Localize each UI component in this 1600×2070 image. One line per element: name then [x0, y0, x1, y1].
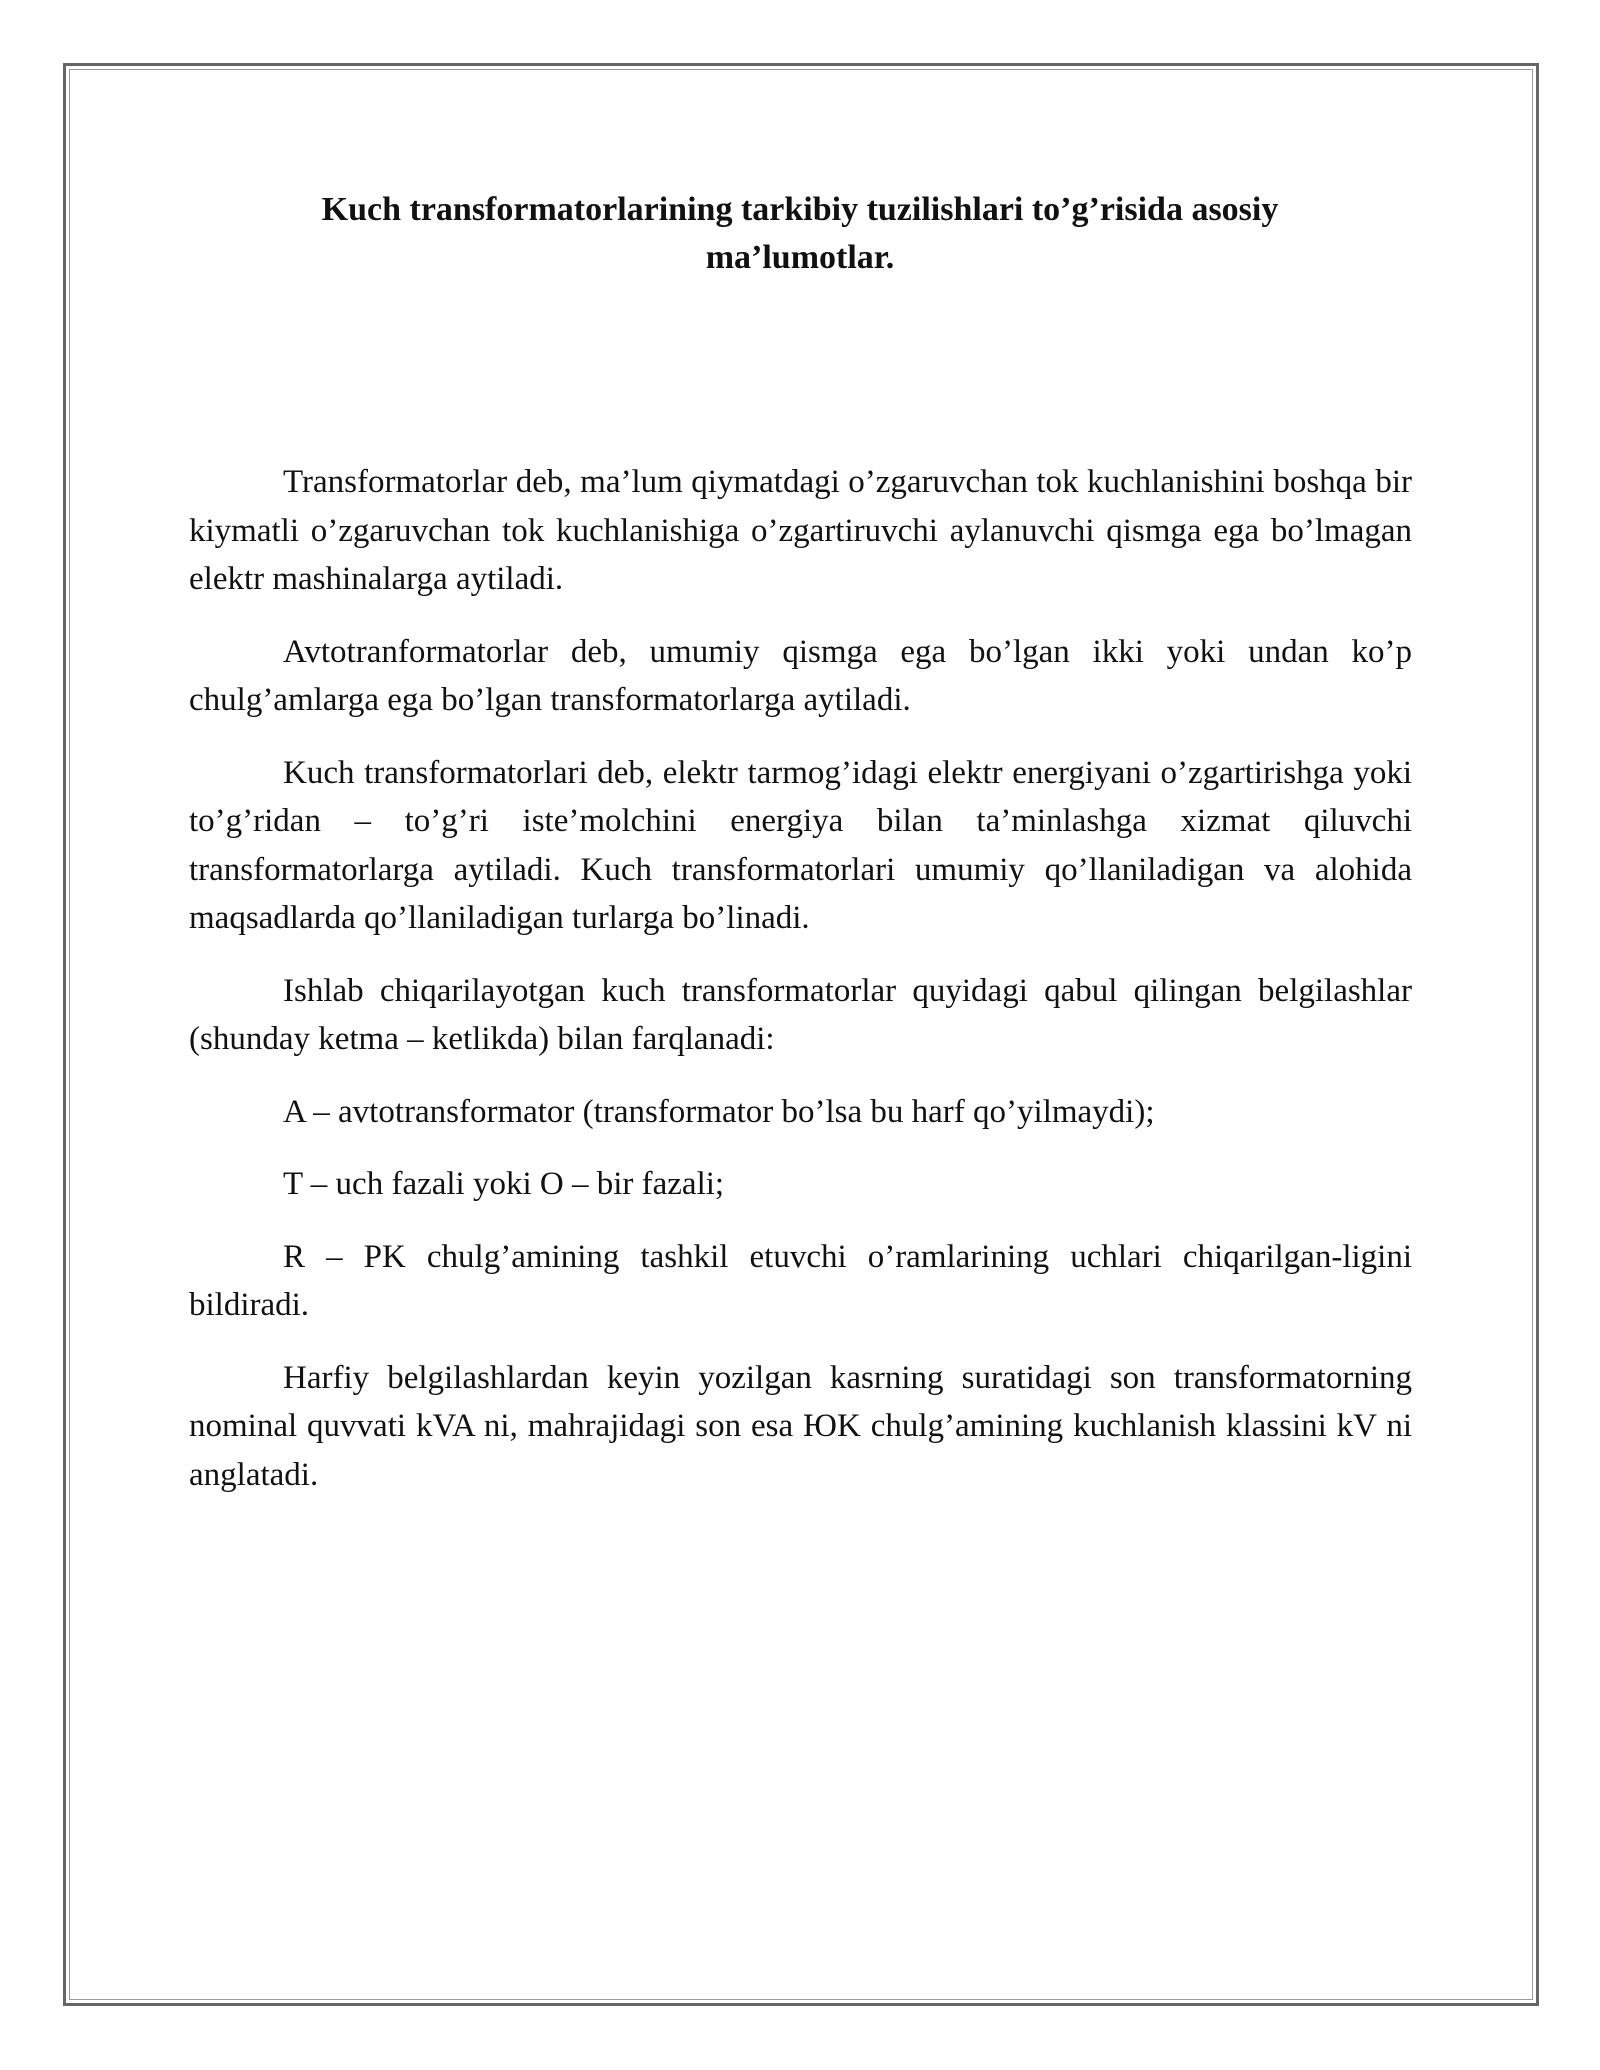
- paragraph-designations-intro: Ishlab chiqarilayotgan kuch transformatorlar quyidagi qabul qilingan belgilashlar (shunday ketma – ketlikda) bilan farqlanadi:: [189, 972, 1412, 1057]
- paragraph-designation-t: T – uch fazali yoki O – bir fazali;: [283, 1166, 725, 1202]
- paragraph-power-transformer-definition: Kuch transformatorlari deb, elektr tarmog’idagi elektr energiyani o’zgartirishga yoki to’g’ridan – to’g’ri iste’molchini energiya bilan ta’minlashga xizmat qiluvchi transformatorlarga aytiladi. Kuch transformatorlari umumiy qo’llaniladigan va alohida maqsadlarda qo’llaniladigan turlarga bo’linadi.: [189, 754, 1412, 936]
- paragraph-fraction-meaning: Harfiy belgilashlardan keyin yozilgan kasrning suratidagi son transformatorning nominal quvvati kVA ni, mahrajidagi son esa ЮK chulg’amining kuchlanish klassini kV ni anglatadi.: [189, 1359, 1412, 1493]
- paragraph-autotransformer-definition: Avtotranformatorlar deb, umumiy qismga ega bo’lgan ikki yoki undan ko’p chulg’amlarga ega bo’lgan transformatorlarga aytiladi.: [189, 633, 1412, 718]
- page-title: [200, 186, 1400, 282]
- paragraph-transformer-definition: Transformatorlar deb, ma’lum qiymatdagi o’zgaruvchan tok kuchlanishini boshqa bir kiymatli o’zgaruvchan tok kuchlanishiga o’zgartiruvchi aylanuvchi qismga ega bo’lmagan elektr mashinalarga aytiladi.: [189, 464, 1412, 597]
- title-line-1: Kuch transformatorlarining tarkibiy tuzilishlari to’g’risida asosiy: [321, 191, 1279, 228]
- document-body: [189, 458, 1412, 1523]
- paragraph-designation-a: A – avtotransformator (transformator bo’lsa bu harf qo’yilmaydi);: [283, 1093, 1155, 1130]
- title-line-2: ma’lumotlar.: [705, 239, 895, 276]
- paragraph-designation-r: R – PK chulg’amining tashkil etuvchi o’ramlarining uchlari chiqarilgan-ligini bildiradi.: [189, 1238, 1412, 1323]
